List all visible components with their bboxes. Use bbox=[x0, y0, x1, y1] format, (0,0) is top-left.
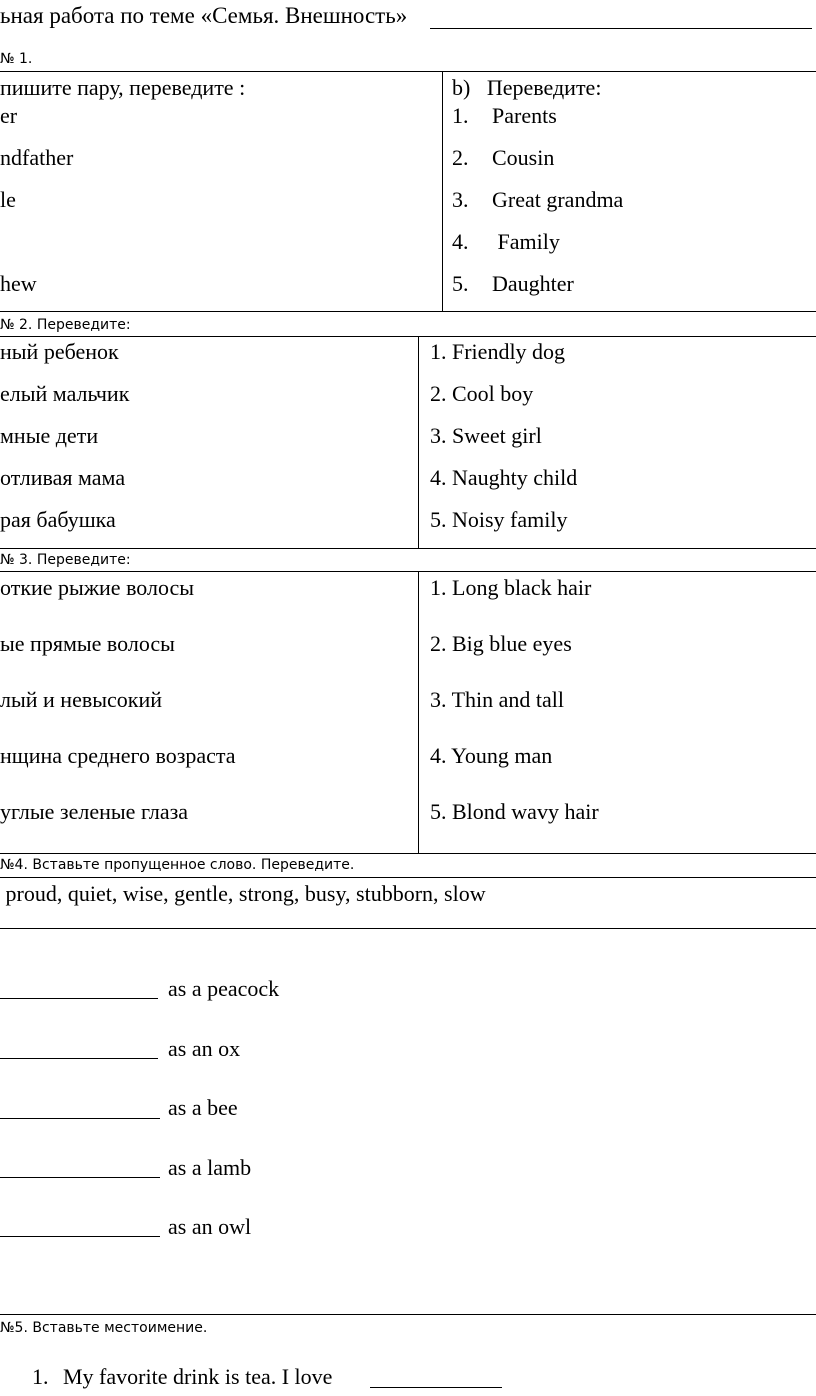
answer-blank[interactable] bbox=[0, 1236, 160, 1237]
task1-column-divider bbox=[442, 71, 443, 311]
task5-item-text: My favorite drink is tea. I love bbox=[63, 1364, 333, 1389]
task4-header: №4. Вставьте пропущенное слово. Переведите. bbox=[0, 857, 355, 873]
task2-right-item: 3. Sweet girl bbox=[430, 423, 542, 448]
answer-blank[interactable] bbox=[370, 1387, 502, 1388]
task1-left-heading: пишите пару, переведите : bbox=[0, 75, 246, 100]
task1-right-word: Great grandma bbox=[492, 187, 624, 212]
task1-right-word: Daughter bbox=[492, 271, 574, 296]
task3-header: № 3. Переведите: bbox=[0, 552, 131, 568]
task1-right-word: Parents bbox=[492, 103, 557, 128]
task1-left-item: ndfather bbox=[0, 145, 74, 170]
answer-blank[interactable] bbox=[0, 1118, 160, 1119]
task1-left-item: le bbox=[0, 187, 16, 212]
task1-left-item: hew bbox=[0, 271, 37, 296]
answer-blank[interactable] bbox=[0, 1177, 160, 1178]
task3-right-item: 5. Blond wavy hair bbox=[430, 799, 599, 824]
task5-item-number: 1. bbox=[32, 1364, 49, 1389]
task1-right-num: 4. bbox=[452, 229, 469, 254]
task2-left-item: елый мальчик bbox=[0, 381, 130, 406]
task3-column-divider bbox=[418, 571, 419, 853]
task3-left-item: нщина среднего возраста bbox=[0, 743, 236, 768]
task3-table-top bbox=[0, 571, 816, 572]
page-title: ьная работа по теме «Семья. Внешность» bbox=[0, 3, 408, 28]
task2-right-item: 5. Noisy family bbox=[430, 507, 568, 532]
task2-table-bottom bbox=[0, 548, 816, 549]
task1-right-heading: b) Переведите: bbox=[452, 75, 602, 100]
task1-right-num: 2. bbox=[452, 145, 469, 170]
simile-text: as a bee bbox=[168, 1095, 238, 1120]
task2-left-item: рая бабушка bbox=[0, 507, 116, 532]
task2-right-item: 1. Friendly dog bbox=[430, 339, 566, 364]
answer-blank[interactable] bbox=[0, 998, 158, 999]
task2-right-item: 2. Cool boy bbox=[430, 381, 534, 406]
task1-header: № 1. bbox=[0, 51, 33, 67]
simile-text: as an owl bbox=[168, 1214, 252, 1239]
task5-header: №5. Вставьте местоимение. bbox=[0, 1320, 208, 1336]
task1-right-num: 5. bbox=[452, 271, 469, 296]
task4-word-bank: proud, quiet, wise, gentle, strong, busy, stubborn, slow bbox=[0, 881, 486, 906]
task1-right-num: 1. bbox=[452, 103, 469, 128]
task1-right-word: Family bbox=[492, 229, 560, 254]
task2-header: № 2. Переведите: bbox=[0, 317, 131, 333]
task3-left-item: ые прямые волосы bbox=[0, 631, 175, 656]
task5-top-line bbox=[0, 1314, 816, 1315]
task3-table-bottom bbox=[0, 853, 816, 854]
task3-right-item: 4. Young man bbox=[430, 743, 553, 768]
answer-blank[interactable] bbox=[0, 1058, 158, 1059]
task3-left-item: откие рыжие волосы bbox=[0, 575, 195, 600]
task1-table-bottom bbox=[0, 311, 816, 312]
task2-column-divider bbox=[418, 336, 419, 548]
simile-text: as a lamb bbox=[168, 1155, 252, 1180]
task3-left-item: лый и невысокий bbox=[0, 687, 163, 712]
task2-right-item: 4. Naughty child bbox=[430, 465, 578, 490]
task3-right-item: 2. Big blue eyes bbox=[430, 631, 572, 656]
title-blank-line bbox=[430, 28, 812, 29]
simile-text: as an ox bbox=[168, 1036, 241, 1061]
task3-left-item: углые зеленые глаза bbox=[0, 799, 189, 824]
task1-right-num: 3. bbox=[452, 187, 469, 212]
simile-text: as a peacock bbox=[168, 976, 280, 1001]
task2-left-item: мные дети bbox=[0, 423, 99, 448]
task2-table-top bbox=[0, 336, 816, 337]
task2-left-item: ный ребенок bbox=[0, 339, 119, 364]
task3-right-item: 3. Thin and tall bbox=[430, 687, 565, 712]
task2-left-item: отливая мама bbox=[0, 465, 126, 490]
task1-table-top bbox=[0, 71, 816, 72]
task1-right-word: Cousin bbox=[492, 145, 555, 170]
task3-right-item: 1. Long black hair bbox=[430, 575, 592, 600]
task1-left-item: er bbox=[0, 103, 18, 128]
task4-table-bottom bbox=[0, 928, 816, 929]
task4-table-top bbox=[0, 877, 816, 878]
